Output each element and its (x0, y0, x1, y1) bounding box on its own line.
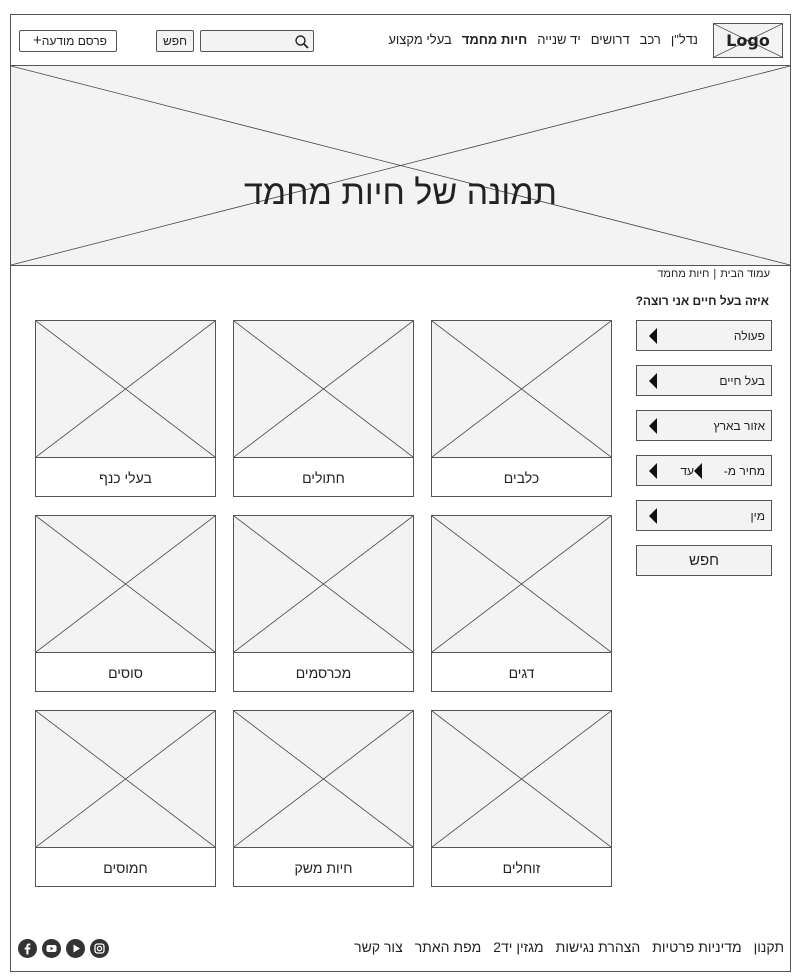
category-label: סוסים (108, 665, 143, 681)
category-label: חיות משק (294, 860, 353, 876)
filter-label: מין (750, 509, 765, 523)
category-image (432, 321, 611, 458)
nav-item-professionals[interactable]: בעלי מקצוע (388, 32, 452, 47)
play-icon[interactable] (66, 939, 85, 958)
category-image (234, 321, 413, 458)
hero-title: תמונה של חיות מחמד (243, 174, 558, 212)
category-image (234, 516, 413, 653)
nav-item-second-hand[interactable]: יד שנייה (537, 32, 581, 47)
search-input[interactable] (200, 30, 314, 52)
nav-item-vehicles[interactable]: רכב (639, 32, 661, 47)
category-label: דגים (508, 665, 535, 681)
category-card-birds[interactable] (35, 320, 216, 497)
category-image (234, 711, 413, 848)
category-label: חמוסים (103, 860, 148, 876)
filter-animal[interactable] (636, 365, 772, 396)
category-card-reptiles[interactable] (431, 710, 612, 887)
search-icon (294, 34, 310, 50)
filter-action[interactable] (636, 320, 772, 351)
category-card-cats[interactable] (233, 320, 414, 497)
header (11, 15, 790, 66)
price-from-dropdown-icon[interactable] (694, 463, 702, 479)
filter-label: אזור בארץ (713, 419, 765, 433)
category-card-ferrets[interactable] (35, 710, 216, 887)
category-card-rodents[interactable] (233, 515, 414, 692)
hero-image (11, 66, 790, 266)
plus-icon: + (33, 32, 42, 49)
filter-gender[interactable] (636, 500, 772, 531)
filter-region[interactable] (636, 410, 772, 441)
filter-price-to-label: עד (680, 464, 694, 478)
dropdown-arrow-icon (649, 508, 657, 524)
dropdown-arrow-icon (649, 373, 657, 389)
dropdown-arrow-icon (649, 328, 657, 344)
category-card-horses[interactable] (35, 515, 216, 692)
category-label: בעלי כנף (99, 470, 152, 486)
category-label: כלבים (503, 470, 540, 486)
facebook-icon[interactable] (18, 939, 37, 958)
breadcrumb-separator: | (713, 268, 717, 280)
search-button[interactable]: חפש (156, 30, 194, 52)
category-image (36, 516, 215, 653)
nav-item-jobs[interactable]: דרושים (590, 32, 630, 47)
logo[interactable] (713, 23, 783, 58)
footer-link-privacy[interactable]: מדיניות פרטיות (652, 939, 742, 955)
category-image (432, 711, 611, 848)
category-label: זוחלים (502, 860, 541, 876)
category-card-dogs[interactable] (431, 320, 612, 497)
footer-links (354, 939, 784, 955)
category-label: חתולים (302, 470, 345, 486)
category-card-fish[interactable] (431, 515, 612, 692)
social-links (18, 939, 109, 958)
footer-link-magazine[interactable]: מגזין יד2 (493, 939, 544, 955)
page-frame (10, 14, 791, 972)
filter-label: בעל חיים (719, 374, 765, 388)
instagram-icon[interactable] (90, 939, 109, 958)
breadcrumb (657, 268, 770, 280)
price-to-dropdown-icon[interactable] (649, 463, 657, 479)
youtube-icon[interactable] (42, 939, 61, 958)
nav-item-pets[interactable]: חיות מחמד (461, 32, 528, 47)
category-image (36, 711, 215, 848)
post-ad-button[interactable] (19, 30, 117, 52)
filter-price (636, 455, 772, 486)
footer-link-sitemap[interactable]: מפת האתר (414, 939, 482, 955)
filter-title: איזה בעל חיים אני רוצה? (635, 294, 769, 308)
dropdown-arrow-icon (649, 418, 657, 434)
category-label: מכרסמים (295, 665, 352, 681)
footer-link-terms[interactable]: תקנון (753, 939, 784, 955)
category-image (36, 321, 215, 458)
filter-label: פעולה (733, 329, 765, 343)
logo-text: Logo (726, 31, 770, 50)
breadcrumb-home[interactable]: עמוד הבית (720, 268, 770, 280)
category-card-farm-animals[interactable] (233, 710, 414, 887)
nav-item-real-estate[interactable]: נדל"ן (670, 32, 698, 47)
post-ad-label: פרסם מודעה (41, 34, 107, 48)
footer-link-accessibility[interactable]: הצהרת נגישות (555, 939, 641, 955)
filter-search-button[interactable]: חפש (636, 545, 772, 576)
footer-link-contact[interactable]: צור קשר (354, 939, 403, 955)
category-image (432, 516, 611, 653)
breadcrumb-current: חיות מחמד (657, 268, 710, 280)
main-nav (388, 32, 698, 47)
filter-price-from-label: מחיר מ- (723, 464, 765, 478)
